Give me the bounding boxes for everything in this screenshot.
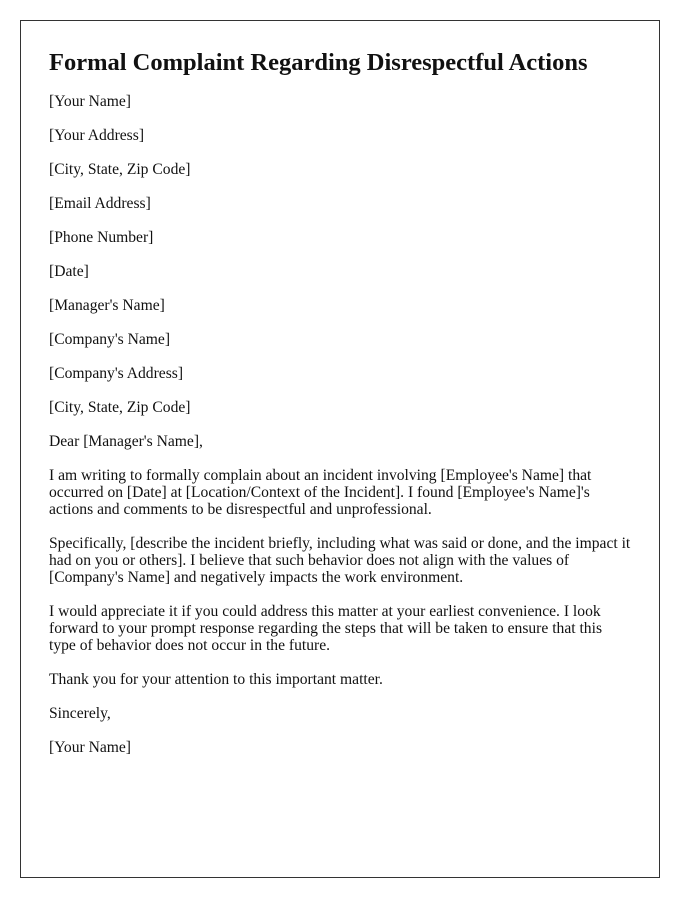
signature: [Your Name] [49, 739, 132, 756]
recipient-company-address: [Company's Address] [49, 365, 184, 382]
body-paragraph: Thank you for your attention to this important matter. [49, 671, 383, 688]
sender-name: [Your Name] [49, 93, 132, 110]
letter-page [20, 20, 660, 878]
body-paragraph: Specifically, [describe the incident briefly, including what was said or done, and the impact it had on you or others]. I believe that such behavior does not align with the values of [Company's Name] and negatively impacts the work environment. [49, 535, 631, 586]
body-paragraph: I would appreciate it if you could address this matter at your earliest convenience. I look forward to your prompt response regarding the steps that will be taken to ensure that this type of behavior does not occur in the future. [49, 603, 603, 654]
recipient-city-state-zip: [City, State, Zip Code] [49, 399, 191, 416]
body-paragraph: I am writing to formally complain about an incident involving [Employee's Name] that occurred on [Date] at [Location/Context of the Incident]. I found [Employee's Name]'s actions and comments to be disrespectful and unprofessional. [49, 467, 592, 518]
letter-title: Formal Complaint Regarding Disrespectful Actions [49, 49, 588, 76]
sender-phone: [Phone Number] [49, 229, 154, 246]
sender-address: [Your Address] [49, 127, 145, 144]
letter-date: [Date] [49, 263, 89, 280]
sender-email: [Email Address] [49, 195, 151, 212]
recipient-company: [Company's Name] [49, 331, 171, 348]
closing: Sincerely, [49, 705, 111, 722]
sender-city-state-zip: [City, State, Zip Code] [49, 161, 191, 178]
recipient-name: [Manager's Name] [49, 297, 165, 314]
salutation: Dear [Manager's Name], [49, 433, 203, 450]
